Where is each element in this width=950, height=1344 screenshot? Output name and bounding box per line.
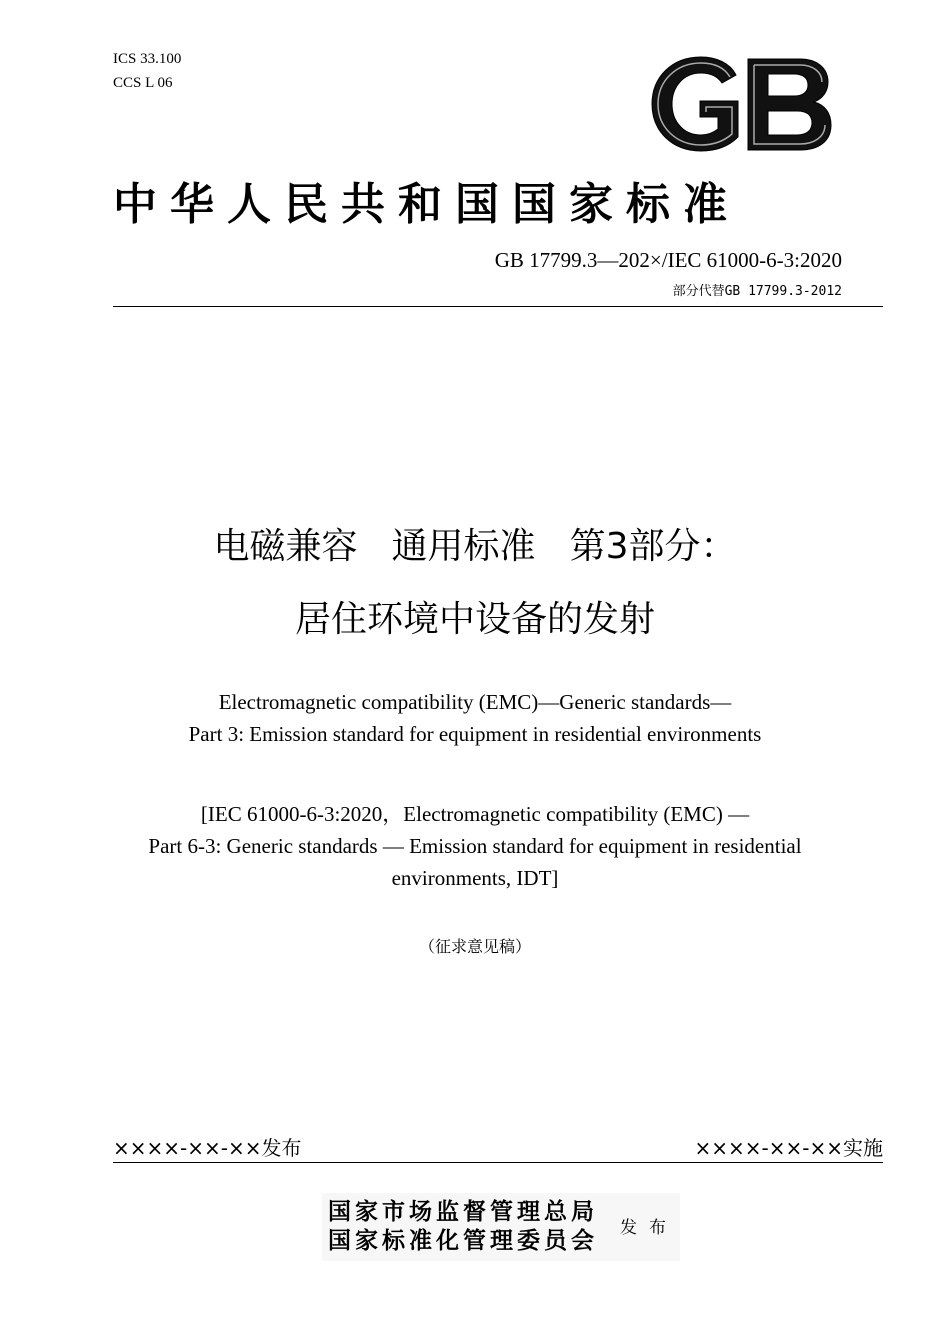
effective-date: ××××-××-××实施 [694, 1136, 883, 1160]
title-en-line1: Electromagnetic compatibility (EMC)—Generic standards— [218, 690, 732, 714]
gb-logo-graphic [650, 55, 833, 153]
publish-date: ××××-××-××发布 [113, 1136, 302, 1160]
issuer-action: 发布 [620, 1218, 678, 1238]
issuer-block [322, 1193, 680, 1261]
title-zh-part-a: 电磁兼容 [213, 526, 358, 567]
title-zh-part-c: 第3部分： [569, 526, 737, 567]
iec-reference [100, 798, 850, 894]
national-standard-title: 中华人民共和国国家标准 [113, 179, 740, 230]
issuer-names [328, 1197, 598, 1255]
title-en [0, 686, 950, 750]
ics-code: ICS 33.100 [113, 51, 182, 67]
title-en-line2: Part 3: Emission standard for equipment in residential environments [188, 722, 762, 746]
iec-reference-line3: environments, IDT] [391, 866, 559, 890]
gb-logo [650, 55, 833, 153]
standard-number: GB 17799.3—202×/IEC 61000-6-3:2020 [494, 248, 842, 272]
title-zh-line1 [0, 518, 950, 569]
issuer-line-2: 国家标准化管理委员会 [328, 1227, 598, 1254]
title-zh-part-b: 通用标准 [391, 526, 536, 567]
footer-divider [113, 1162, 883, 1163]
title-zh-line2: 居住环境中设备的发射 [294, 599, 655, 640]
replaces-note: 部分代替GB 17799.3-2012 [672, 284, 842, 299]
classification-codes [113, 47, 181, 95]
iec-reference-line1: [IEC 61000-6-3:2020，Electromagnetic compatibility (EMC) — [200, 802, 750, 826]
issuer-line-1: 国家市场监督管理总局 [328, 1198, 598, 1225]
iec-reference-line2: Part 6-3: Generic standards — Emission standard for equipment in residential [148, 834, 802, 858]
ccs-code: CCS L 06 [113, 75, 173, 91]
draft-status: （征求意见稿） [418, 937, 531, 956]
header-divider [113, 306, 883, 307]
